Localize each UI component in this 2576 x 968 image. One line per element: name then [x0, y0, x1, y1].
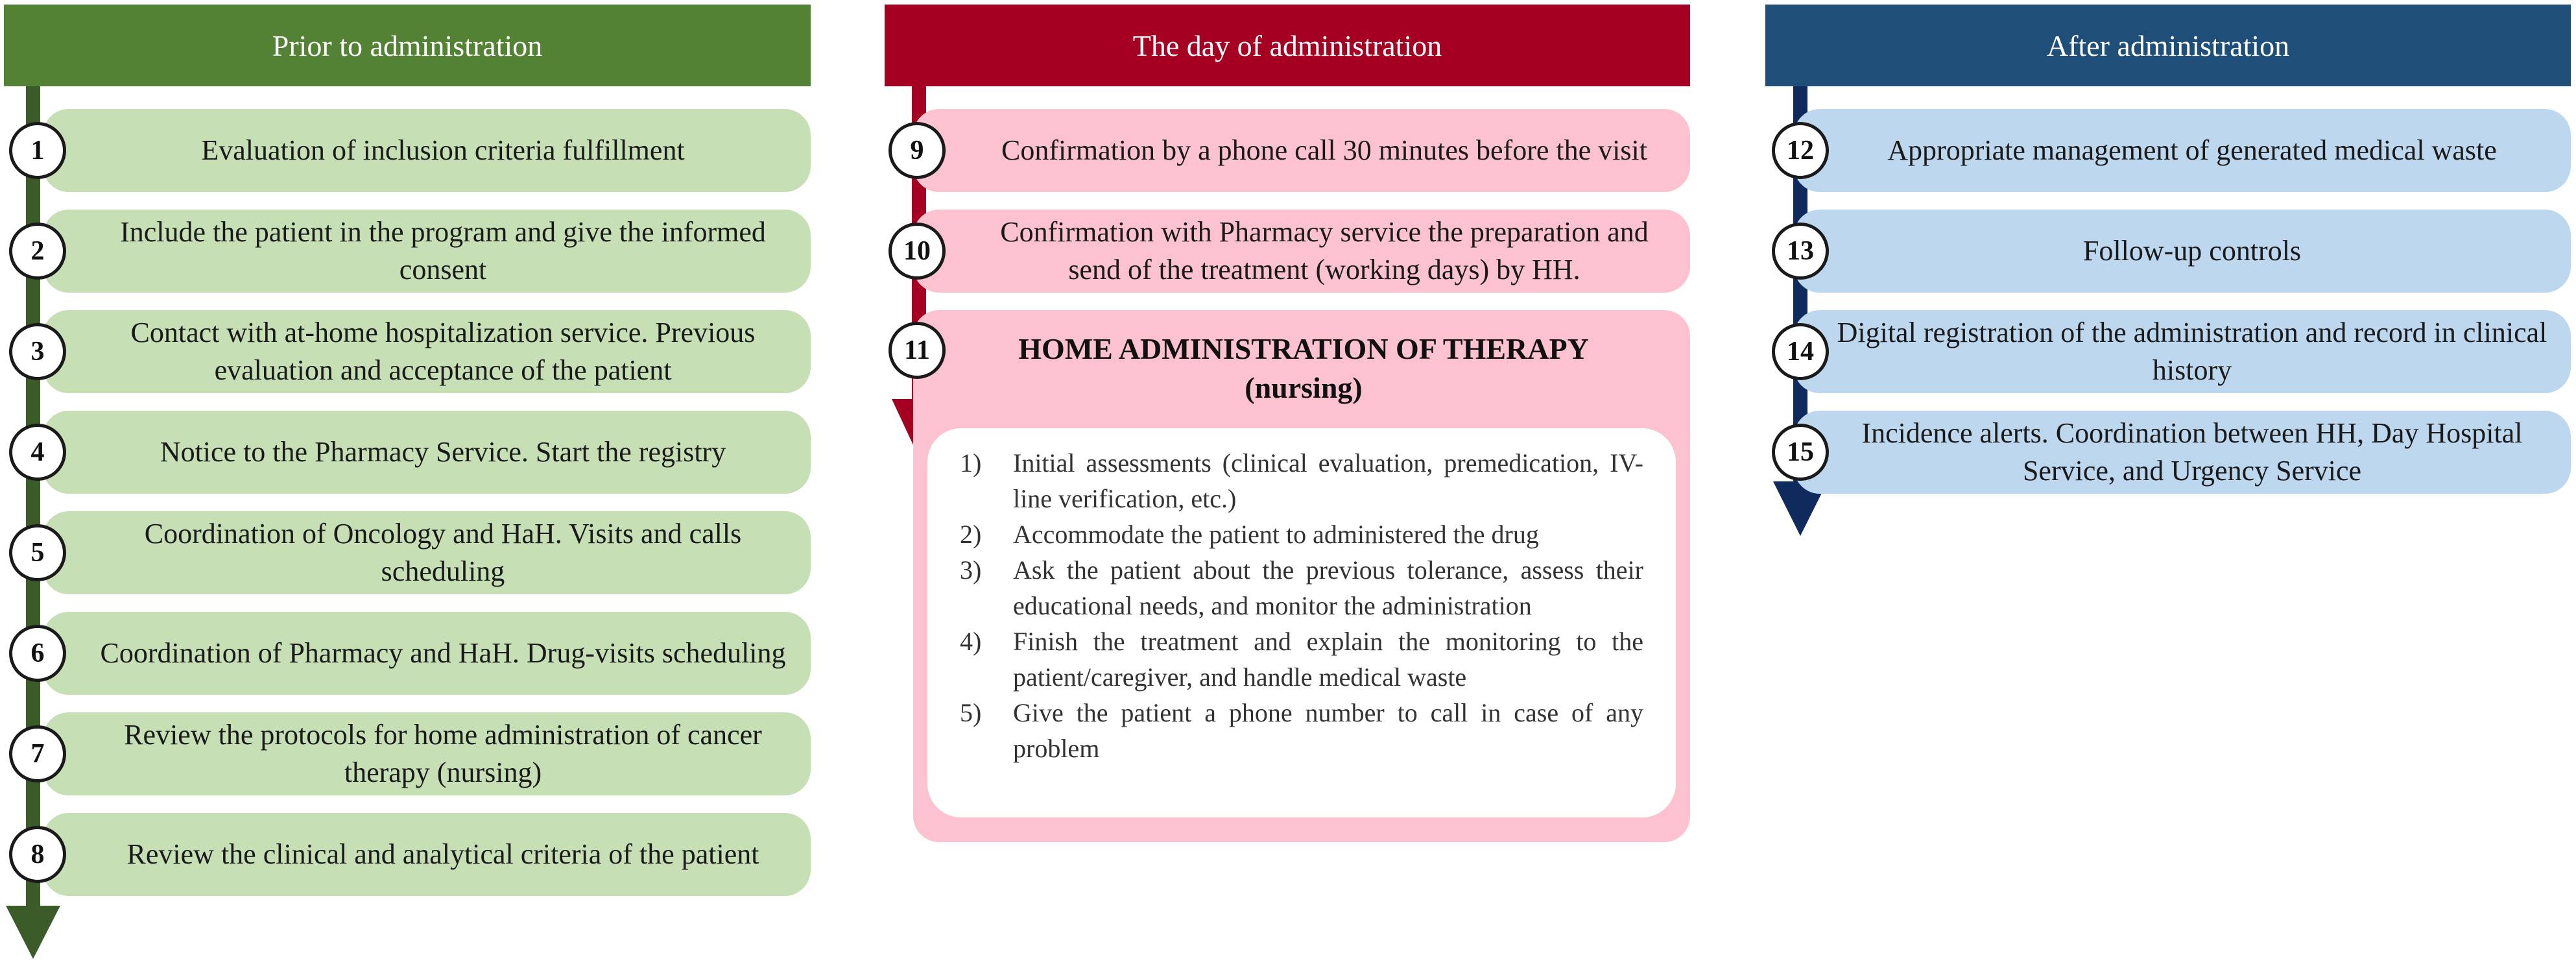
after-step-15-box: Incidence alerts. Coordination between HH, Day Hospital Service, and Urgency Service — [1794, 411, 2571, 494]
prior-step-2-box: Include the patient in the program and give the informed consent — [43, 210, 811, 293]
after-step-14-box: Digital registration of the administration and record in clinical history — [1794, 310, 2571, 393]
prior-step-6-box: Coordination of Pharmacy and HaH. Drug-visits scheduling — [43, 612, 811, 695]
home-task-number: 4) — [960, 627, 982, 656]
home-task-item — [960, 445, 1643, 516]
prior-header: Prior to administration — [4, 5, 811, 86]
home-task-number: 3) — [960, 555, 982, 585]
prior-step-8-number: 8 — [9, 826, 66, 883]
prior-step-6-number: 6 — [9, 625, 66, 682]
prior-step-5-number: 5 — [9, 524, 66, 581]
prior-step-2-number: 2 — [9, 223, 66, 280]
day-step-9-number: 9 — [888, 122, 946, 179]
day-step-10-box: Confirmation with Pharmacy service the preparation and send of the treatment (working days) by HH. — [913, 210, 1690, 293]
home-task-text: Accommodate the patient to administered the drug — [1013, 520, 1539, 549]
after-step-14-number: 14 — [1772, 323, 1829, 380]
home-task-text: Give the patient a phone number to call in case of any problem — [1013, 698, 1643, 763]
home-task-item — [960, 516, 1643, 552]
prior-step-8-box: Review the clinical and analytical criteria of the patient — [43, 813, 811, 896]
prior-step-1-number: 1 — [9, 122, 66, 179]
home-title-sub: (nursing) — [1245, 371, 1363, 404]
home-task-item — [960, 695, 1643, 766]
after-step-13-box: Follow-up controls — [1794, 210, 2571, 293]
home-task-number: 5) — [960, 698, 982, 727]
home-administration-title — [947, 330, 1660, 407]
after-step-12-box: Appropriate management of generated medical waste — [1794, 109, 2571, 192]
after-header: After administration — [1765, 5, 2571, 86]
prior-arrowhead — [6, 906, 60, 959]
prior-step-4-box: Notice to the Pharmacy Service. Start the registry — [43, 411, 811, 494]
home-task-item — [960, 552, 1643, 623]
home-task-text: Finish the treatment and explain the monitoring to the patient/caregiver, and handle medical waste — [1013, 627, 1643, 692]
prior-step-7-number: 7 — [9, 725, 66, 782]
prior-step-1-box: Evaluation of inclusion criteria fulfillment — [43, 109, 811, 192]
home-step-11-number: 11 — [888, 322, 946, 379]
home-task-number: 2) — [960, 520, 982, 549]
prior-step-4-number: 4 — [9, 424, 66, 481]
home-task-text: Initial assessments (clinical evaluation, premedication, IV-line verification, etc.) — [1013, 448, 1643, 513]
prior-step-3-box: Contact with at-home hospitalization service. Previous evaluation and acceptance of the patient — [43, 310, 811, 393]
prior-step-3-number: 3 — [9, 323, 66, 380]
day-step-10-number: 10 — [888, 223, 946, 280]
home-tasks-list — [927, 428, 1676, 817]
home-task-text: Ask the patient about the previous tolerance, assess their educational needs, and monitor the administration — [1013, 555, 1643, 620]
after-step-12-number: 12 — [1772, 122, 1829, 179]
after-step-13-number: 13 — [1772, 223, 1829, 280]
home-task-number: 1) — [960, 448, 982, 478]
after-step-15-number: 15 — [1772, 424, 1829, 481]
prior-step-5-box: Coordination of Oncology and HaH. Visits and calls scheduling — [43, 511, 811, 594]
home-title-main: HOME ADMINISTRATION OF THERAPY — [1018, 332, 1589, 365]
home-task-item — [960, 623, 1643, 695]
prior-timeline-arrow — [26, 86, 40, 907]
day-header: The day of administration — [885, 5, 1690, 86]
prior-step-7-box: Review the protocols for home administration of cancer therapy (nursing) — [43, 712, 811, 795]
day-step-9-box: Confirmation by a phone call 30 minutes before the visit — [913, 109, 1690, 192]
